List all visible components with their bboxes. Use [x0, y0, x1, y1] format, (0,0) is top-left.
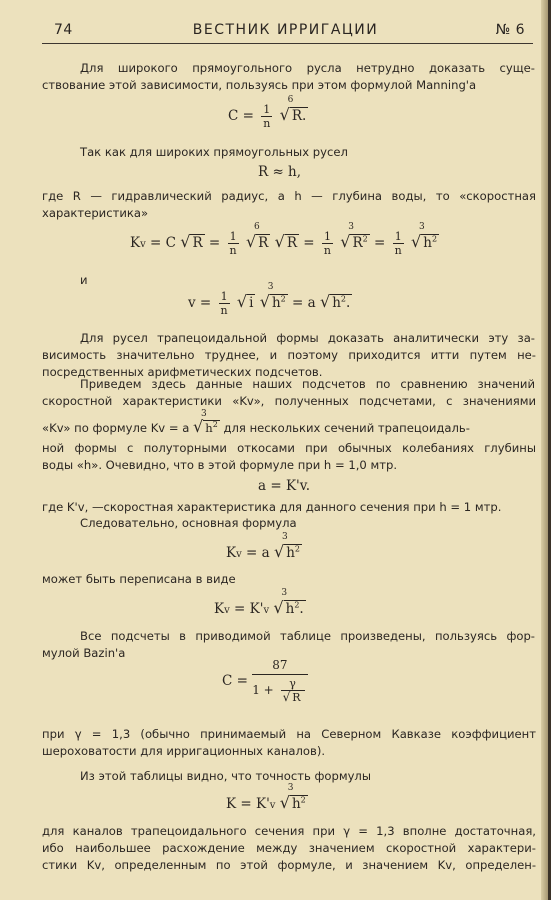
paragraph-line: может быть переписана в виде	[42, 572, 236, 586]
journal-title: ВЕСТНИК ИРРИГАЦИИ	[192, 22, 379, 38]
paragraph-line: где R — гидравлический радиус, а h — глубина воды, то «скоростная	[42, 189, 536, 203]
sqrt-r: √ R	[281, 690, 305, 704]
paragraph-line: Приведем здесь данные наших подсчетов по сравнению значений	[80, 377, 535, 391]
radicand: R.	[291, 108, 307, 124]
gamma-symbol: γ	[289, 677, 296, 690]
radicand: R	[292, 691, 301, 704]
bazin-denominator	[252, 674, 307, 704]
gamma-fraction	[281, 677, 305, 704]
paragraph-line: шероховатости для ирригационных каналов).	[42, 744, 326, 758]
velocity-formula: v = $\frac{1}{n}$ √ i 3 √ $h^2 = a$ √ $h^2$.	[188, 282, 351, 317]
fraction-denominator: n	[263, 117, 271, 130]
paragraph-line: при γ = 1,3 (обычно принимаемый на Северном Кавказе коэффициент	[42, 727, 536, 741]
equality-formula: a = K'v.	[258, 478, 311, 494]
issue-number: № 6	[495, 22, 525, 38]
paragraph-line: Из этой таблицы видно, что точность формулы	[80, 769, 371, 783]
page-number: 74	[54, 22, 73, 38]
paragraph-line: Так как для широких прямоугольных русел	[80, 145, 348, 159]
manning-formula	[228, 95, 308, 130]
radical	[279, 95, 309, 124]
radical: 3 √ $h^2$	[193, 409, 218, 436]
paragraph-line: Следовательно, основная формула	[80, 516, 297, 530]
paragraph-line: посредственных арифметических подсчетов.	[42, 365, 323, 379]
paragraph-line: Все подсчеты в приводимой таблице произведены, пользуясь фор-	[80, 629, 535, 643]
paragraph-line: где K'v, —скоростная характеристика для данного сечения при h = 1 мтр.	[42, 500, 502, 514]
rewritten-formula: Kv = K'v 3 √ $h^2$.	[214, 588, 304, 617]
paragraph-line: ствование этой зависимости, пользуясь при этом формулой Manning'а	[42, 78, 477, 92]
paragraph-line: ибо наибольшее расхождение между значением скоростной характери-	[42, 841, 536, 855]
paragraph-line: характеристика»	[42, 206, 149, 220]
page-header	[42, 22, 529, 44]
bazin-formula	[222, 658, 308, 704]
approx-formula: R ≈ h,	[258, 164, 302, 180]
paragraph-line: ной формы с полуторными откосами при обычных колебаниях глубины	[42, 441, 536, 455]
paragraph-line: скоростной характеристики «Kv», полученных подсчетами, с значениями	[42, 394, 536, 408]
fraction-numerator: 1	[263, 103, 271, 116]
accuracy-formula: K = K'v 3 √ $h^2$	[226, 783, 306, 812]
bazin-fraction	[252, 658, 307, 704]
paragraph-line: мулой Bazin'а	[42, 646, 126, 660]
conjunction: и	[80, 273, 88, 287]
fraction	[261, 103, 272, 130]
paragraph-line: висимость значительно труднее, и поэтому приходится итти путем не-	[42, 348, 536, 362]
kv-formula: Kv = C √ R = $\frac{1}{n}$ 6 √ R √ R = $\frac{1}{n}$ 3 √ $R^2$ = $\frac{1}{n}$ 3 √ $h^2$	[130, 222, 438, 257]
paragraph-line: воды «h». Очевидно, что в этой формуле при h = 1,0 мтр.	[42, 458, 398, 472]
paragraph-line	[42, 409, 470, 437]
formula-lhs: C =	[228, 108, 254, 124]
inline-text: для нескольких сечений трапецоидаль-	[223, 420, 470, 435]
radical-index: 6	[287, 95, 294, 105]
paragraph-line: стики Kv, определенным по этой формуле, и значением Kv, определен-	[42, 858, 536, 872]
paragraph-line: Для русел трапецоидальной формы доказать аналитически эту за-	[80, 331, 535, 345]
paragraph-line: Для широкого прямоугольного русла нетрудно доказать суще-	[80, 61, 535, 75]
formula-lhs: C =	[222, 673, 248, 689]
inline-text: «Kv» по формуле Kv = a	[42, 420, 190, 435]
denominator-prefix: 1 +	[252, 683, 274, 697]
bazin-numerator: 87	[272, 658, 288, 672]
header-rule	[42, 43, 533, 44]
basic-formula: Kv = a 3 √ $h^2$	[226, 532, 300, 561]
radical-sign: √	[279, 105, 290, 124]
paragraph-line: для каналов трапецоидального сечения при γ = 1,3 вполне достаточная,	[42, 824, 536, 838]
